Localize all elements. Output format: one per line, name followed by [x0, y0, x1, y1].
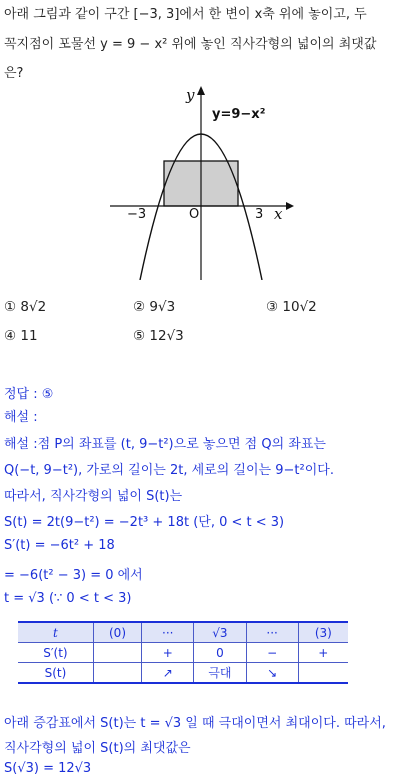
y-axis-arrow-icon — [197, 86, 205, 95]
table-cell: ↗ — [142, 663, 194, 684]
explanation-line-6: = −6(t² − 3) = 0 에서 — [4, 568, 143, 583]
choice-2[interactable] — [133, 299, 175, 315]
curve-label: y=9−x² — [212, 107, 266, 122]
conclusion-line-1: 아래 증감표에서 S(t)는 t = √3 일 때 극대이면서 최대이다. 따라서, — [4, 716, 386, 731]
explanation-line-4: S(t) = 2t(9−t²) = −2t³ + 18t (단, 0 < t < 3) — [4, 515, 285, 530]
choice-1-number: ① — [4, 299, 17, 315]
explanation-title: 해설 : — [4, 410, 38, 425]
explanation-line-7: t = √3 (∵ 0 < t < 3) — [4, 591, 132, 606]
table-cell: + — [298, 643, 348, 663]
table-cell: (0) — [93, 622, 141, 643]
table-row — [18, 663, 348, 684]
table-cell: ··· — [246, 622, 298, 643]
choice-5-text: 12√3 — [149, 328, 184, 344]
choice-4[interactable] — [4, 328, 38, 344]
x-axis-label: x — [274, 205, 283, 223]
choice-3-number: ③ — [266, 299, 279, 315]
tick-label-3: 3 — [255, 207, 264, 222]
table-cell: S′(t) — [18, 643, 93, 663]
explanation-line-3: 따라서, 직사각형의 넓이 S(t)는 — [4, 489, 183, 504]
explanation-line-5: S′(t) = −6t² + 18 — [4, 538, 115, 553]
question-line-1: 아래 그림과 같이 구간 [−3, 3]에서 한 변이 x축 위에 놓이고, 두 — [4, 7, 367, 22]
table-cell: (3) — [298, 622, 348, 643]
parabola-figure — [100, 80, 300, 280]
choice-3[interactable] — [266, 299, 317, 315]
table-row — [18, 622, 348, 643]
increase-decrease-table — [18, 621, 348, 684]
table-cell: S(t) — [18, 663, 93, 684]
choice-2-number: ② — [133, 299, 146, 315]
table-cell: ↘ — [246, 663, 298, 684]
table-cell: t — [18, 622, 93, 643]
question-line-2: 꼭지점이 포물선 y = 9 − x² 위에 놓인 직사각형의 넓이의 최댓값 — [4, 37, 377, 52]
explanation-line-2: Q(−t, 9−t²), 가로의 길이는 2t, 세로의 길이는 9−t²이다. — [4, 463, 334, 478]
table-cell — [298, 663, 348, 684]
choice-4-text: 11 — [20, 328, 38, 344]
choice-5[interactable] — [133, 328, 184, 344]
table-row — [18, 643, 348, 663]
table-cell: − — [246, 643, 298, 663]
table-cell: √3 — [194, 622, 246, 643]
choice-1-text: 8√2 — [20, 299, 47, 315]
table-cell: 0 — [194, 643, 246, 663]
table-cell: ··· — [142, 622, 194, 643]
conclusion-line-2: 직사각형의 넓이 S(t)의 최댓값은 — [4, 741, 191, 756]
y-axis-label: y — [186, 86, 195, 104]
table-cell — [93, 643, 141, 663]
x-axis-arrow-icon — [286, 202, 294, 210]
question-line-3: 은? — [4, 66, 24, 81]
choice-2-text: 9√3 — [149, 299, 176, 315]
origin-label: O — [189, 207, 200, 222]
table-cell — [93, 663, 141, 684]
choice-3-text: 10√2 — [282, 299, 317, 315]
choice-1[interactable] — [4, 299, 46, 315]
choice-5-number: ⑤ — [133, 328, 146, 344]
table-cell: 극대 — [194, 663, 246, 684]
choice-4-number: ④ — [4, 328, 17, 344]
explanation-line-1: 해설 :점 P의 좌표를 (t, 9−t²)으로 놓으면 점 Q의 좌표는 — [4, 437, 326, 452]
answer-label: 정답 : ⑤ — [4, 387, 54, 402]
table-cell: + — [142, 643, 194, 663]
tick-label-neg3: −3 — [127, 207, 147, 222]
conclusion-line-3: S(√3) = 12√3 — [4, 761, 92, 776]
